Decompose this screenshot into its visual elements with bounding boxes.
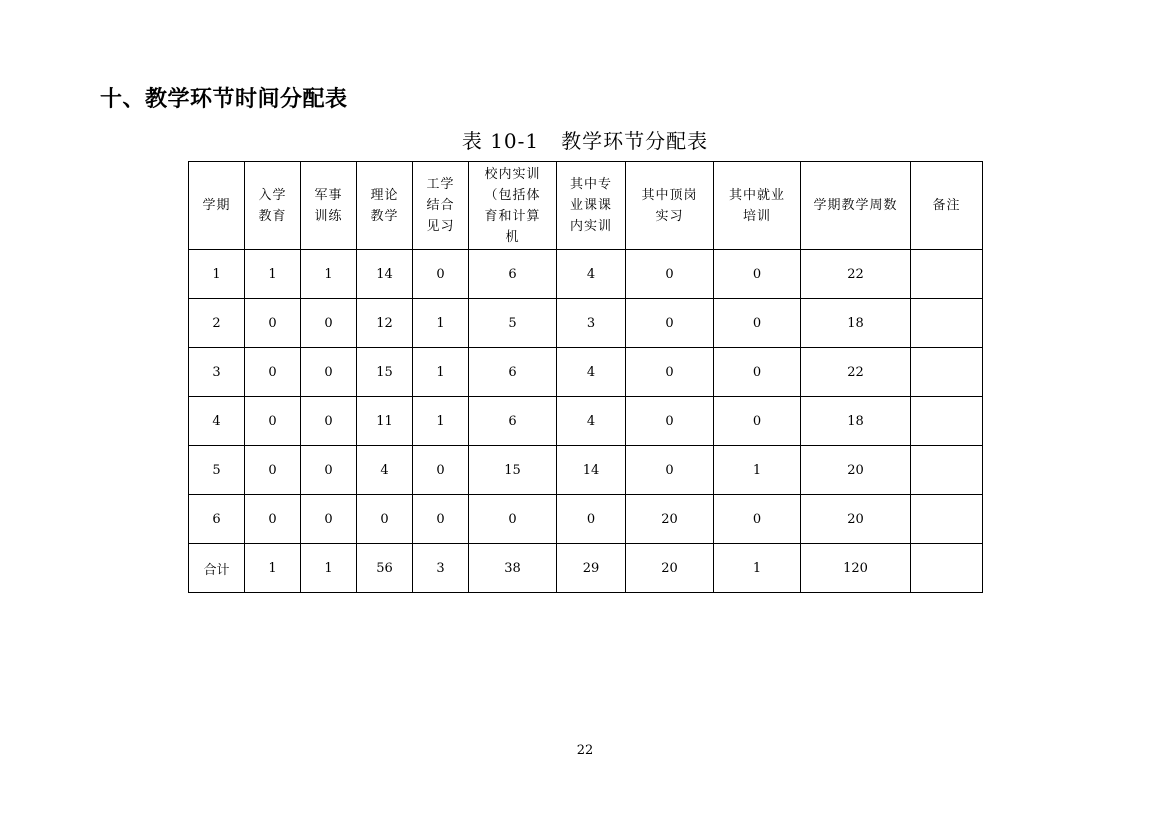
table-cell: 1	[189, 250, 245, 299]
table-cell-remarks	[911, 397, 983, 446]
table-cell: 0	[557, 495, 626, 544]
table-cell: 0	[357, 495, 413, 544]
table-cell: 14	[357, 250, 413, 299]
table-cell: 20	[626, 495, 714, 544]
table-cell: 4	[357, 446, 413, 495]
table-cell-remarks	[911, 544, 983, 593]
table-caption-number: 表 10-1	[461, 129, 540, 153]
table-cell: 15	[469, 446, 557, 495]
table-cell: 0	[413, 495, 469, 544]
table-cell: 0	[714, 495, 801, 544]
table-cell: 1	[413, 397, 469, 446]
table-cell: 120	[801, 544, 911, 593]
table-cell: 1	[413, 299, 469, 348]
table-cell: 3	[189, 348, 245, 397]
table-cell: 6	[469, 250, 557, 299]
table-cell: 0	[714, 250, 801, 299]
table-cell: 6	[469, 397, 557, 446]
table-row	[189, 397, 983, 446]
teaching-time-allocation-table	[188, 161, 983, 593]
table-cell: 0	[626, 348, 714, 397]
header-cell-semester: 学期	[189, 162, 245, 250]
table-cell: 0	[245, 397, 301, 446]
table-cell: 0	[301, 446, 357, 495]
table-cell: 0	[626, 446, 714, 495]
table-row	[189, 495, 983, 544]
header-cell-military-training: 军事 训练	[301, 162, 357, 250]
table-cell: 4	[189, 397, 245, 446]
table-cell: 11	[357, 397, 413, 446]
table-cell: 29	[557, 544, 626, 593]
table-cell: 0	[469, 495, 557, 544]
table-cell: 22	[801, 348, 911, 397]
table-cell: 6	[189, 495, 245, 544]
table-cell: 4	[557, 250, 626, 299]
table-cell: 2	[189, 299, 245, 348]
table-cell: 0	[301, 397, 357, 446]
table-cell: 0	[301, 299, 357, 348]
header-cell-post-internship: 其中顶岗 实习	[626, 162, 714, 250]
table-cell: 0	[245, 446, 301, 495]
table-cell: 56	[357, 544, 413, 593]
page-number: 22	[576, 743, 594, 758]
table-cell: 20	[626, 544, 714, 593]
header-cell-on-campus-training: 校内实训 （包括体 育和计算 机	[469, 162, 557, 250]
table-cell: 0	[245, 299, 301, 348]
table-cell: 18	[801, 299, 911, 348]
table-caption-title: 教学环节分配表	[561, 129, 709, 153]
table-cell: 12	[357, 299, 413, 348]
header-cell-work-study-internship: 工学 结合 见习	[413, 162, 469, 250]
table-cell-remarks	[911, 348, 983, 397]
table-row	[189, 446, 983, 495]
table-cell: 合计	[189, 544, 245, 593]
table-cell: 0	[626, 299, 714, 348]
table-cell-remarks	[911, 250, 983, 299]
table-cell: 0	[245, 495, 301, 544]
header-cell-enrollment-education: 入学 教育	[245, 162, 301, 250]
table-cell: 0	[301, 348, 357, 397]
table-cell: 1	[714, 544, 801, 593]
table-cell: 5	[469, 299, 557, 348]
table-cell: 0	[301, 495, 357, 544]
table-cell: 0	[626, 397, 714, 446]
table-cell: 18	[801, 397, 911, 446]
table-cell: 0	[626, 250, 714, 299]
table-row	[189, 348, 983, 397]
table-cell: 1	[301, 250, 357, 299]
table-cell: 1	[413, 348, 469, 397]
table-cell: 3	[413, 544, 469, 593]
header-cell-theory-teaching: 理论 教学	[357, 162, 413, 250]
table-row-total	[189, 544, 983, 593]
table-cell: 0	[714, 348, 801, 397]
table-cell: 3	[557, 299, 626, 348]
table-cell: 38	[469, 544, 557, 593]
table-cell: 0	[413, 446, 469, 495]
table-cell: 20	[801, 446, 911, 495]
table-cell: 22	[801, 250, 911, 299]
table-cell: 20	[801, 495, 911, 544]
table-cell-remarks	[911, 299, 983, 348]
header-cell-employment-training: 其中就业 培训	[714, 162, 801, 250]
table-cell: 0	[245, 348, 301, 397]
table-cell: 1	[714, 446, 801, 495]
table-cell: 0	[413, 250, 469, 299]
header-row	[189, 162, 983, 250]
header-cell-major-course-training: 其中专 业课课 内实训	[557, 162, 626, 250]
table-cell: 4	[557, 348, 626, 397]
header-cell-semester-weeks: 学期教学周数	[801, 162, 911, 250]
table-cell-remarks	[911, 446, 983, 495]
table-cell: 15	[357, 348, 413, 397]
table-cell: 1	[245, 250, 301, 299]
table-row	[189, 250, 983, 299]
table-caption	[0, 125, 1170, 154]
table-cell: 5	[189, 446, 245, 495]
table-cell: 4	[557, 397, 626, 446]
header-cell-remarks: 备注	[911, 162, 983, 250]
table-cell: 1	[301, 544, 357, 593]
table-cell: 1	[245, 544, 301, 593]
table-cell-remarks	[911, 495, 983, 544]
table-cell: 14	[557, 446, 626, 495]
table-cell: 6	[469, 348, 557, 397]
table-cell: 0	[714, 299, 801, 348]
table-row	[189, 299, 983, 348]
section-heading: 十、教学环节时间分配表	[100, 87, 348, 112]
table-cell: 0	[714, 397, 801, 446]
